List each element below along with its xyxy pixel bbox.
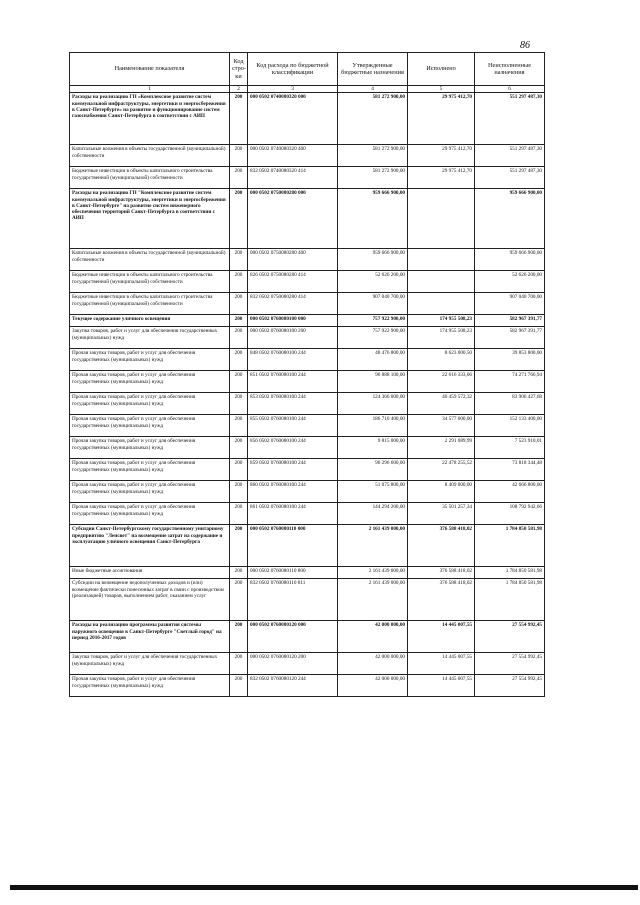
table-row (70, 567, 545, 579)
row-executed-cell: 14 445 007,55 (408, 675, 475, 697)
row-line-cell: 200 (230, 189, 248, 249)
row-executed-cell (408, 249, 475, 271)
row-name-cell: Бюджетные инвестиции в объекты капитального строительства государственной (муниципальной) собственности (70, 293, 230, 315)
row-executed-cell: 174 955 508,23 (408, 327, 475, 349)
row-unexecuted-cell: 551 297 487,30 (475, 167, 545, 189)
row-code-cell: 832 0502 0760080120 244 (248, 675, 338, 697)
row-name-cell: Закупка товаров, работ и услуг для обеспечения государственных (муниципальных) нужд (70, 327, 230, 349)
header-name: Наименование показателя (70, 53, 230, 86)
row-name-cell: Субсидии Санкт-Петербургскому государственному унитарному предприятию "Ленсвет" на возмещение затрат на содержание и эксплуатацию уличного освещения Санкт-Петербурга (70, 525, 230, 567)
row-approved-cell: 124 366 000,00 (338, 393, 408, 415)
row-unexecuted-cell: 1 784 850 581,98 (475, 567, 545, 579)
table-row (70, 93, 545, 145)
header-executed: Исполнено (408, 53, 475, 86)
row-approved-cell: 757 922 900,00 (338, 327, 408, 349)
table-header-row (70, 53, 545, 86)
row-name-cell: Прочая закупка товаров, работ и услуг для обеспечения государственных (муниципальных) нужд (70, 393, 230, 415)
row-code-cell: 855 0502 0760080100 244 (248, 415, 338, 437)
row-approved-cell: 42 000 000,00 (338, 621, 408, 653)
row-unexecuted-cell: 582 967 391,77 (475, 315, 545, 327)
row-line-cell: 200 (230, 93, 248, 145)
budget-execution-table (69, 52, 545, 697)
row-unexecuted-cell: 7 523 910,01 (475, 437, 545, 459)
row-code-cell: 000 0502 0750080280 000 (248, 189, 338, 249)
row-line-cell: 200 (230, 653, 248, 675)
row-line-cell: 200 (230, 393, 248, 415)
row-line-cell: 200 (230, 579, 248, 621)
row-executed-cell: 29 975 412,70 (408, 93, 475, 145)
row-code-cell: 000 0502 0760080110 800 (248, 567, 338, 579)
row-code-cell: 000 0502 0740080320 400 (248, 145, 338, 167)
row-approved-cell: 581 272 900,00 (338, 145, 408, 167)
table-row (70, 459, 545, 481)
row-approved-cell: 581 272 900,00 (338, 93, 408, 145)
row-unexecuted-cell: 551 297 487,30 (475, 145, 545, 167)
row-code-cell: 000 0502 0750080280 400 (248, 249, 338, 271)
row-code-cell: 859 0502 0760080100 244 (248, 459, 338, 481)
table-row (70, 293, 545, 315)
row-line-cell: 200 (230, 315, 248, 327)
table-row (70, 503, 545, 525)
row-executed-cell: 8 623 000,50 (408, 349, 475, 371)
row-executed-cell: 174 955 508,23 (408, 315, 475, 327)
row-name-cell: Иные бюджетные ассигнования (70, 567, 230, 579)
row-approved-cell: 51 075 800,00 (338, 481, 408, 503)
row-unexecuted-cell: 1 784 850 581,98 (475, 579, 545, 621)
table-row (70, 145, 545, 167)
row-executed-cell: 2 291 089,99 (408, 437, 475, 459)
table-row (70, 481, 545, 503)
row-name-cell: Текущее содержание уличного освещения (70, 315, 230, 327)
row-unexecuted-cell: 83 906 427,68 (475, 393, 545, 415)
row-code-cell: 832 0502 0740080320 414 (248, 167, 338, 189)
row-line-cell: 200 (230, 327, 248, 349)
table-row (70, 315, 545, 327)
row-line-cell: 200 (230, 503, 248, 525)
row-unexecuted-cell: 27 554 992,45 (475, 675, 545, 697)
row-executed-cell: 34 577 000,00 (408, 415, 475, 437)
header-unexecuted: Неисполненные назначения (475, 53, 545, 86)
row-approved-cell: 144 294 200,00 (338, 503, 408, 525)
row-name-cell: Расходы на реализацию ГП «Комплексное развитие систем коммунальной инфраструктуры, энергетики и энергосбережения в Санкт-Петербурге» на развитие и функционирование систем газоснабжения Санкт-Петербурга в соответствии с АИП (70, 93, 230, 145)
column-number: 4 (338, 86, 408, 93)
row-code-cell: 000 0502 0760080110 000 (248, 525, 338, 567)
row-executed-cell (408, 271, 475, 293)
row-unexecuted-cell: 907 040 700,00 (475, 293, 545, 315)
column-number: 1 (70, 86, 230, 93)
row-executed-cell: 29 975 412,70 (408, 167, 475, 189)
row-name-cell: Бюджетные инвестиции в объекты капитального строительства государственной (муниципальной) собственности (70, 167, 230, 189)
row-executed-cell (408, 189, 475, 249)
row-unexecuted-cell: 73 818 344,48 (475, 459, 545, 481)
row-name-cell: Прочая закупка товаров, работ и услуг для обеспечения государственных (муниципальных) нужд (70, 415, 230, 437)
row-name-cell: Закупка товаров, работ и услуг для обеспечения государственных (муниципальных) нужд (70, 653, 230, 675)
column-number: 3 (248, 86, 338, 93)
row-unexecuted-cell: 551 297 487,30 (475, 93, 545, 145)
row-unexecuted-cell: 52 626 200,00 (475, 271, 545, 293)
row-unexecuted-cell: 27 554 992,45 (475, 653, 545, 675)
row-code-cell: 000 0502 0760080100 200 (248, 327, 338, 349)
row-executed-cell: 14 445 007,55 (408, 621, 475, 653)
row-executed-cell: 29 975 412,70 (408, 145, 475, 167)
row-unexecuted-cell: 1 784 850 581,98 (475, 525, 545, 567)
table-row (70, 189, 545, 249)
row-name-cell: Расходы на реализацию ГП "Комплексное развитие систем коммунальной инфраструктуры, энергетики и энергосбережения в Санкт-Петербурге" на развитие систем инженерного обеспечения территорий Санкт-Петербурга в соответствии с АИП (70, 189, 230, 249)
row-unexecuted-cell: 108 792 942,66 (475, 503, 545, 525)
row-line-cell: 200 (230, 167, 248, 189)
row-code-cell: 848 0502 0760080100 244 (248, 349, 338, 371)
row-approved-cell: 52 626 200,00 (338, 271, 408, 293)
row-approved-cell: 581 272 900,00 (338, 167, 408, 189)
row-approved-cell: 959 666 900,00 (338, 189, 408, 249)
row-line-cell: 200 (230, 145, 248, 167)
row-executed-cell: 376 588 418,02 (408, 579, 475, 621)
column-number: 5 (408, 86, 475, 93)
row-code-cell: 851 0502 0760080100 244 (248, 371, 338, 393)
row-unexecuted-cell: 152 133 400,00 (475, 415, 545, 437)
row-unexecuted-cell: 959 666 900,00 (475, 249, 545, 271)
row-code-cell: 832 0502 0760080110 811 (248, 579, 338, 621)
row-name-cell: Прочая закупка товаров, работ и услуг для обеспечения государственных (муниципальных) нужд (70, 481, 230, 503)
table-row (70, 249, 545, 271)
row-approved-cell: 186 710 400,00 (338, 415, 408, 437)
table-row (70, 653, 545, 675)
row-name-cell: Прочая закупка товаров, работ и услуг для обеспечения государственных (муниципальных) нужд (70, 459, 230, 481)
row-line-cell: 200 (230, 271, 248, 293)
row-line-cell: 200 (230, 525, 248, 567)
row-line-cell: 200 (230, 249, 248, 271)
column-number: 2 (230, 86, 248, 93)
row-line-cell: 200 (230, 415, 248, 437)
row-line-cell: 200 (230, 481, 248, 503)
row-executed-cell: 8 409 000,00 (408, 481, 475, 503)
header-line-code: Код стро-ки (230, 53, 248, 86)
row-name-cell: Прочая закупка товаров, работ и услуг для обеспечения государственных (муниципальных) нужд (70, 675, 230, 697)
row-code-cell: 860 0502 0760080100 244 (248, 481, 338, 503)
row-name-cell: Капитальные вложения в объекты государственной (муниципальной) собственности (70, 145, 230, 167)
row-unexecuted-cell: 74 271 766,94 (475, 371, 545, 393)
row-code-cell: 000 0502 0760080100 000 (248, 315, 338, 327)
row-approved-cell: 42 000 000,00 (338, 675, 408, 697)
row-executed-cell: 40 459 572,32 (408, 393, 475, 415)
table-row (70, 675, 545, 697)
row-name-cell: Прочая закупка товаров, работ и услуг для обеспечения государственных (муниципальных) нужд (70, 371, 230, 393)
row-executed-cell: 35 501 257,34 (408, 503, 475, 525)
row-executed-cell: 22 616 333,06 (408, 371, 475, 393)
column-number: 6 (475, 86, 545, 93)
row-approved-cell: 48 476 800,00 (338, 349, 408, 371)
table-row (70, 437, 545, 459)
row-approved-cell: 9 815 000,00 (338, 437, 408, 459)
row-executed-cell (408, 293, 475, 315)
row-approved-cell: 959 666 900,00 (338, 249, 408, 271)
row-line-cell: 200 (230, 675, 248, 697)
table-body (70, 93, 545, 697)
row-code-cell: 832 0502 0750080280 414 (248, 293, 338, 315)
header-expense-code: Код расхода по бюджетной классификации (248, 53, 338, 86)
row-line-cell: 200 (230, 567, 248, 579)
header-approved: Утвержденные бюджетные назначения (338, 53, 408, 86)
row-name-cell: Субсидии на возмещение недополученных доходов и (или) возмещение фактически понесенных затрат в связи с производством (реализацией) товаров, выполнением работ, оказанием услуг (70, 579, 230, 621)
column-number-row (70, 86, 545, 93)
row-name-cell: Прочая закупка товаров, работ и услуг для обеспечения государственных (муниципальных) нужд (70, 437, 230, 459)
row-unexecuted-cell: 27 554 992,45 (475, 621, 545, 653)
row-approved-cell: 96 888 100,00 (338, 371, 408, 393)
row-executed-cell: 376 588 418,02 (408, 567, 475, 579)
row-approved-cell: 907 040 700,00 (338, 293, 408, 315)
table-row (70, 621, 545, 653)
row-approved-cell: 757 922 900,00 (338, 315, 408, 327)
table-row (70, 393, 545, 415)
row-approved-cell: 96 296 600,00 (338, 459, 408, 481)
row-code-cell: 000 0502 0740080320 000 (248, 93, 338, 145)
row-executed-cell: 14 445 007,55 (408, 653, 475, 675)
row-approved-cell: 42 000 000,00 (338, 653, 408, 675)
page-number: 86 (520, 40, 530, 51)
row-line-cell: 200 (230, 621, 248, 653)
row-approved-cell: 2 161 439 000,00 (338, 525, 408, 567)
row-code-cell: 000 0502 0760080120 000 (248, 621, 338, 653)
row-executed-cell: 22 478 255,52 (408, 459, 475, 481)
row-approved-cell: 2 161 439 000,00 (338, 567, 408, 579)
row-name-cell: Бюджетные инвестиции в объекты капитального строительства государственной (муниципальной) собственности (70, 271, 230, 293)
row-code-cell: 000 0502 0760080120 200 (248, 653, 338, 675)
row-line-cell: 200 (230, 293, 248, 315)
table-row (70, 371, 545, 393)
table-row (70, 327, 545, 349)
row-executed-cell: 376 588 418,02 (408, 525, 475, 567)
row-code-cell: 853 0502 0760080100 244 (248, 393, 338, 415)
row-code-cell: 856 0502 0760080100 244 (248, 437, 338, 459)
table-row (70, 271, 545, 293)
row-unexecuted-cell: 39 853 800,00 (475, 349, 545, 371)
row-unexecuted-cell: 959 666 900,00 (475, 189, 545, 249)
scan-edge-bar (10, 885, 638, 890)
row-unexecuted-cell: 42 666 800,00 (475, 481, 545, 503)
table-row (70, 349, 545, 371)
row-unexecuted-cell: 582 967 391,77 (475, 327, 545, 349)
row-name-cell: Прочая закупка товаров, работ и услуг для обеспечения государственных (муниципальных) нужд (70, 349, 230, 371)
table-row (70, 579, 545, 621)
table-row (70, 525, 545, 567)
row-name-cell: Капитальные вложения в объекты государственной (муниципальной) собственности (70, 249, 230, 271)
row-line-cell: 200 (230, 437, 248, 459)
row-line-cell: 200 (230, 459, 248, 481)
row-code-cell: 861 0502 0760080100 244 (248, 503, 338, 525)
row-line-cell: 200 (230, 349, 248, 371)
row-line-cell: 200 (230, 371, 248, 393)
row-name-cell: Расходы на реализацию программы развития системы наружного освещения в Санкт-Петербурге "Светлый город" на период 2016-2017 годов (70, 621, 230, 653)
row-name-cell: Прочая закупка товаров, работ и услуг для обеспечения государственных (муниципальных) нужд (70, 503, 230, 525)
table-row (70, 167, 545, 189)
table-row (70, 415, 545, 437)
row-approved-cell: 2 161 439 000,00 (338, 579, 408, 621)
row-code-cell: 826 0502 0750080280 414 (248, 271, 338, 293)
